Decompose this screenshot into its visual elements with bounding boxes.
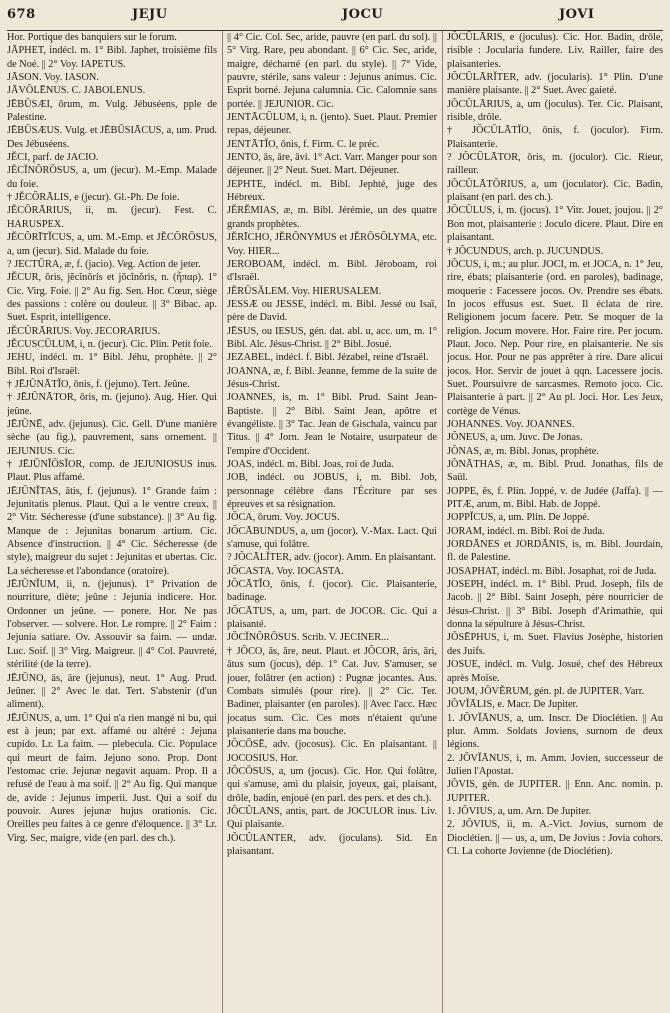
dictionary-entry: JOSAPHAT, indécl. m. Bibl. Josaphat, roi de Juda. [447, 565, 657, 577]
dictionary-entry: JENTĀCŬLUM, i, n. (jento). Suet. Plaut. Premier repas, déjeuner. [227, 112, 437, 137]
dictionary-entry: JEHU, indécl. m. 1° Bibl. Jéhu, prophète. || 2° Bibl. Roi d'Israël. [7, 352, 217, 377]
dictionary-entry: JŎVĬĀLIS, e. Macr. De Jupiter. [447, 699, 578, 711]
dictionary-entry: † JŎCO, ās, āre, neut. Plaut. et JŎCOR, āris, āri, ātus sum (jocus), dép. 1° Cat. Juv. S'amuser, se jouer, folâtrer (en action) : Pugnæ jocantes. Aus. Combats simulés (pour rire). || 2° Cic. Ter. Badiner, plaisanter (en paroles). || Avec l'acc. Hæc jocatus sum. Cic. Ces mots n'étaient qu'une plaisanterie dans ma bouche. [227, 645, 437, 737]
dictionary-entry: JŎCA, ōrum. Voy. JOCUS. [227, 512, 340, 524]
dictionary-entry: JĒJŪNUS, a, um. 1° Qui n'a rien mangé ni bu, qui est à jeun; par ext. affamé ou altéré : Jejuna cupido. Lr. La faim. — plebecula. Cic. Populace qui meurt de faim. Jejuno sono. Prop. Dont l'estomac crie. Jejunæ negavit aquam. Prop. Il a refusé de l'eau à ma soif. || 2° Au fig. Qui manque de, avide : Jejunus imperii. Just. Qui a soif du pouvoir. Aures jejunæ hujus orationis. Cic. Oreilles peu faites à ce genre d'éloquence. || 3° Lr. Virg. Sec, maigre, vide (en parl. des ch.). [7, 712, 217, 844]
dictionary-entry: JŎVIS, gén. de JUPITER. || Enn. Anc. nomin. p. JUPITER. [447, 779, 663, 804]
dictionary-entry: JĔCĬNŎRŌSUS, a, um (jecur). M.-Emp. Malade du foie. [7, 165, 217, 190]
column-2 [227, 31, 437, 1013]
column-1 [7, 31, 217, 1013]
page-header [7, 4, 663, 31]
dictionary-entry: JĔRŪSĂLEM. Voy. HIERUSALEM. [227, 285, 382, 297]
guide-word-middle: JOCU [342, 7, 384, 22]
columns-area [7, 31, 663, 1013]
dictionary-entry: JEZABEL, indécl. f. Bibl. Jézabel, reine d'Israël. [227, 352, 429, 364]
dictionary-entry: JŎCŬLĀRIUS, a, um (joculus). Ter. Cic. Plaisant, risible, drôle. [447, 98, 663, 124]
dictionary-entry: JOUM, JŎVĔRUM, gén. pl. de JUPITER. Varr. [447, 685, 645, 697]
dictionary-entry: JĀSON. Voy. IASON. [7, 72, 99, 84]
dictionary-entry: JŎCĬNŎRŌSUS. Scrib. V. JECINER... [227, 632, 389, 644]
dictionary-entry: JENTĀTĬO, ōnis, f. Firm. C. le préc. [227, 138, 380, 150]
dictionary-entry: JENTO, ās, āre, āvi. 1° Act. Varr. Manger pour son déjeuner. || 2° Neut. Suet. Mart. Déjeuner. [227, 152, 437, 177]
dictionary-entry: JŎCŬLUS, i, m. (jocus). 1° Vitr. Jouet, joujou. || 2° Bon mot, plaisanterie : Joculo dicere. Plaut. Dire en plaisantant. [447, 205, 663, 244]
dictionary-entry: 1. JŎVĬĀNUS, a, um. Inscr. De Dioclétien. || Au plur. Amm. Soldats Joviens, surnom de deux légions. [447, 712, 663, 751]
dictionary-entry: JŎCŬLANS, antis, part. de JOCULOR inus. Liv. Qui plaisante. [227, 805, 437, 831]
dictionary-entry: JŎCŬLĀTŌRIUS, a, um (joculator). Cic. Badin, plaisant (en parl. des ch.). [447, 178, 663, 204]
dictionary-entry: JOB, indécl. ou JOBUS, i, m. Bibl. Job, personnage célèbre dans l'Écriture par ses épreuves et sa résignation. [227, 472, 437, 511]
dictionary-entry: 2. JŎVIUS, ii, m. A.-Vict. Jovius, surnom de Dioclétien. || — us, a, um, De Jovius : Jovia cohors. Cl. La cohorte Jovienne (de Dioclétien). [447, 819, 663, 857]
dictionary-entry: JŌSĒPHUS, i, m. Suet. Flavius Josèphe, historien des Juifs. [447, 632, 663, 657]
dictionary-entry: JORDĀNES et JORDĀNIS, is, m. Bibl. Jourdain, fl. de Palestine. [447, 539, 663, 564]
dictionary-entry: JĔCUR, ŏris, jĕcĭnŏris et jŏcĭnŏris, n. (ἧπαρ). 1° Cic. Virg. Foie. || 2° Au fig. Sen. Hor. Cœur, siège des passions : colère ou douleur. || 3° Bibac. ap. Suet. Esprit, intelligence. [7, 272, 217, 324]
dictionary-entry: JŎNEUS, a, um. Juvc. De Jonas. [447, 432, 583, 444]
guide-word-left: JEJU [132, 7, 168, 22]
dictionary-entry: JŎCŌSĒ, adv. (jocosus). Cic. En plaisantant. || JOCOSIUS. Hor. [227, 739, 437, 764]
dictionary-entry: JŎCĀBUNDUS, a, um (jocor). V.-Max. Lact. Qui s'amuse, qui folâtre. [227, 525, 437, 551]
dictionary-entry: JŎCŌSUS, a, um (jocus). Cic. Hor. Qui folâtre, qui s'amuse, ami du plaisir, joyeux, gai, plaisant, drôle, badin, enjoué (en parl. des pers. et des ch.). [227, 765, 437, 804]
dictionary-entry: JOAS, indécl. m. Bibl. Joas, roi de Juda. [227, 459, 394, 470]
dictionary-entry: JOANNES, is, m. 1° Bibl. Prud. Saint Jean-Baptiste. || 2° Bibl. Saint Jean, apôtre et évangéliste. || 3° Tac. Jean de Gischala, vaincu par Titus. || 4° Jorn. Jean le Notaire, usurpateur de l'empire d'Occident. [227, 392, 437, 457]
dictionary-entry: JĔCŎRĀRIUS, ii, m. (jecur). Fest. C. HARUSPEX. [7, 205, 217, 230]
dictionary-entry: ? JECTŪRA, æ, f. (jacio). Veg. Action de jeter. [7, 258, 201, 270]
dictionary-entry: JŎCASTA. Voy. IOCASTA. [227, 565, 344, 577]
dictionary-entry: JĔRĪCHO, JĔRŌNYMUS et JĔRŌSŎLYMA, etc. Voy. HIER... [227, 232, 437, 257]
dictionary-entry: JOPPĬCUS, a, um. Plin. De Joppé. [447, 512, 590, 524]
dictionary-entry: JĒJŪNĬTAS, ātis, f. (jejunus). 1° Grande faim : Jejunitatis plenus. Plaut. Qui a le ventre creux. || 2° Vitr. Sécheresse (d'une substance). || 3° Au fig. Manque de : Jejunitas bonarum artium. Cic. Absence d'instruction. || 4° Cic. Sécheresse (de style), maigreur du sujet : Jejunitas et ubertas. Cic. La sécheresse et l'abondance (oratoire). [7, 485, 217, 577]
dictionary-entry: † JĒJŪNĀTOR, ōris, m. (jejuno). Aug. Hier. Qui jeûne. [7, 392, 217, 417]
dictionary-entry: JĒJŪNO, ās, āre (jejunus), neut. 1° Aug. Prud. Jeûner. || 2° Avec le dat. Tert. S'abstenir (d'un aliment). [7, 672, 217, 711]
dictionary-entry: † JŎCŬLĀTĬO, ōnis, f. (joculor). Firm. Plaisanterie. [447, 125, 663, 150]
dictionary-entry: JOPPE, ēs, f. Plin. Joppé, v. de Judée (Jaffa). || — PITÆ, arum, m. Bibl. Hab. de Joppé. [447, 485, 663, 511]
dictionary-entry: † JĒJŪNĬŌSĬOR, comp. de JEJUNIOSUS inus. Plaut. Plus affamé. [7, 459, 217, 484]
column-3 [447, 31, 663, 1013]
page-number: 678 [7, 7, 36, 22]
dictionary-entry: † JĔCŎRĀLIS, e (jecur). Gl.-Ph. De foie. [7, 192, 180, 204]
dictionary-entry: JOHANNES. Voy. JOANNES. [447, 418, 575, 430]
dictionary-entry: JĔCI, parf. de JACIO. [7, 152, 99, 164]
dictionary-entry: JĀVŎLĒNUS. C. JABOLENUS. [7, 85, 146, 97]
column-divider [222, 31, 223, 1013]
dictionary-entry: JŎCĀTUS, a, um, part. de JOCOR. Cic. Qui a plaisanté. [227, 605, 437, 631]
dictionary-entry: || 4° Cic. Col. Sec, aride, pauvre (en parl. du sol). || 5° Virg. Rare, peu abondant. || 6° Cic. Sec, aride, maigre, décharné (en parl. du style). || 7° Vide, pauvre, stérile, sans valeur : Jejunus animus. Cic. Esprit borné. Jejuna calumnia. Cic. Calomnie sans portée. || JEJUNIOR. Cic. [227, 32, 437, 110]
dictionary-entry: JOSEPH, indécl. m. 1° Bibl. Prud. Joseph, fils de Jacob. || 2° Bibl. Saint Joseph, père nourricier de Jésus-Christ. || 3° Bibl. Joseph d'Arimathie, qui donna la sépulture à Jésus-Christ. [447, 579, 663, 631]
dictionary-entry: JOANNA, æ, f. Bibl. Jeanne, femme de la suite de Jésus-Christ. [227, 365, 437, 390]
dictionary-entry: JEPHTE, indécl. m. Bibl. Jephté, juge des Hébreux. [227, 178, 437, 204]
dictionary-entry: JĒJŪNĒ, adv. (jejunus). Cic. Gell. D'une manière sèche (au fig.), pauvrement, sans ornement. || JEJUNIUS. Cic. [7, 418, 217, 457]
dictionary-entry: JŎCĀTĬO, ōnis, f. (jocor). Cic. Plaisanterie, badinage. [227, 579, 437, 604]
dictionary-entry: JŎCŬLANTER, adv. (joculans). Sid. En plaisantant. [227, 832, 437, 857]
dictionary-entry: JŎCŬLĀRĬTER, adv. (jocularis). 1° Plin. D'une manière plaisante. || 2° Suet. Avec gaieté. [447, 72, 663, 97]
dictionary-entry: JĒJŪNĬUM, ii, n. (jejunus). 1° Privation de nourriture, diète; jeûne : Jejunia indicere. Hor. Ordonner un jeûne. — ponere. Hor. Ne pas l'observer. — solvere. Hor. Le rompre. || 2° Faim : Jejunia satiare. Ov. Assouvir sa faim. — undæ. Luc. Soif. || 3° Virg. Maigreur. || 4° Col. Pauvreté, stérilité (de la terre). [7, 579, 217, 671]
dictionary-entry: JŎCŬLĀRIS, e (joculus). Cic. Hor. Badin, drôle, risible : Jocularia fundere. Liv. Railler, faire des plaisanteries. [447, 32, 663, 70]
dictionary-entry: † JŎCUNDUS, arch. p. JUCUNDUS. [447, 245, 604, 257]
column-divider [442, 31, 443, 1013]
dictionary-entry: JESSÆ ou JESSE, indécl. m. Bibl. Jessé ou Isaï, père de David. [227, 298, 437, 324]
dictionary-entry: JŎCUS, i, m.; au plur. JOCI, m. et JOCA, n. 1° Jeu, rire, ébats; plaisanterie (ord. en paroles), badinage, moquerie : Facessere jocos. Ov. Prendre ses ébats. In jocos effusus est. Suet. Il éclata de rire. Religionem jocum facere. Petr. Se moquer de la religion. Jocum movere. Hor. Faire rire. Per jocum. Plaut. Joco. Nep. Pour rire, en plaisanterie. Ne sis jocus. Hor. Pour ne pas apprêter à rire. Dare alicui jocos. Hor. Servir de jouet à qqn. Lacessere jocis. Suet. Poursuivre de sarcasmes. Remoto joco. Cic. Plaisanterie à part. || 2° Au pl. Joci. Hor. Les Jeux, cortège de Vénus. [447, 258, 663, 417]
dictionary-entry: JĔCUSCŬLUM, i, n. (jecur). Cic. Plin. Petit foie. [7, 338, 212, 350]
dictionary-entry: JEROBOAM, indécl. m. Bibl. Jéroboam, roi d'Israël. [227, 258, 437, 284]
dictionary-entry: JĒSUS, ou IESUS, gén. dat. abl. u, acc. um, m. 1° Bibl. Alc. Jésus-Christ. || 2° Bibl. Josué. [227, 325, 437, 350]
dictionary-entry: JĒBŪSÆI, ōrum, m. Vulg. Jébuséens, pple de Palestine. [7, 98, 217, 124]
dictionary-entry: JĀPHET, indécl. m. 1° Bibl. Japhet, troisième fils de Noé. || 2° Voy. IAPETUS. [7, 45, 217, 70]
dictionary-entry: † JĒJŪNĀTĬO, ōnis, f. (jejuno). Tert. Jeûne. [7, 378, 190, 390]
dictionary-entry: JŎNAS, æ, m. Bibl. Jonas, prophète. [447, 445, 599, 457]
dictionary-entry: JĔRĔMIAS, æ, m. Bibl. Jérémie, un des quatre grands prophètes. [227, 205, 437, 230]
dictionary-entry: ? JŎCĀLĬTER, adv. (jocor). Amm. En plaisantant. [227, 552, 436, 564]
dictionary-entry: 1. JŎVIUS, a, um. Arn. De Jupiter. [447, 805, 592, 817]
dictionary-entry: JŎNĀTHAS, æ, m. Bibl. Prud. Jonathas, fils de Saül. [447, 459, 663, 484]
dictionary-entry: JĒBŪSÆUS. Vulg. et JĒBŪSIĀCUS, a, um. Prud. Des Jébuséens. [7, 125, 217, 150]
dictionary-entry: JĔCŬRĀRIUS. Voy. JECORARIUS. [7, 325, 161, 337]
dictionary-entry: JOSUE, indécl. m. Vulg. Josué, chef des Hébreux après Moïse. [447, 659, 663, 684]
guide-word-right: JOVI [559, 7, 595, 22]
dictionary-entry: ? JŎCŬLĀTOR, ōris, m. (joculor). Cic. Rieur, railleur. [447, 152, 663, 177]
dictionary-entry: JORAM, indécl. m. Bibl. Roi de Juda. [447, 525, 605, 537]
dictionary-entry: JĔCŎRĪTĬCUS, a, um. M.-Emp. et JĔCŎRŌSUS, a, um (jecur). Sid. Malade du foie. [7, 232, 217, 257]
dictionary-entry: 2. JŎVĬĀNUS, i, m. Amm. Jovien, successeur de Julien l'Apostat. [447, 752, 663, 777]
dictionary-entry: Hor. Portique des banquiers sur le forum. [7, 32, 177, 43]
